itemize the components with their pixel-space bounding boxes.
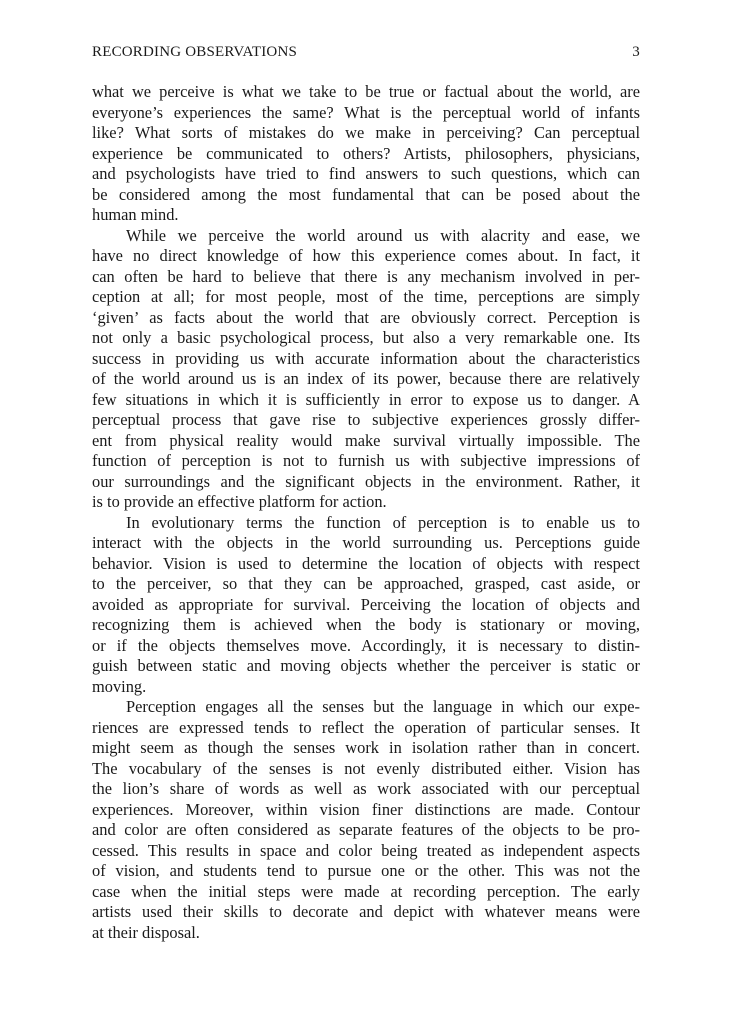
paragraph — [92, 697, 640, 943]
text-line: have no direct knowledge of how this experience comes about. In fact, it — [92, 246, 640, 265]
text-line: human mind. — [92, 205, 179, 224]
text-line: experience be communicated to others? Artists, philosophers, physicians, — [92, 143, 640, 163]
text-line: The vocabulary of the senses is not evenly distributed either. Vision has — [92, 758, 640, 778]
text-line: In evolutionary terms the function of perception is to enable us to — [126, 512, 640, 532]
text-line: case when the initial steps were made at recording perception. The early — [92, 881, 640, 901]
text-line: interact with the objects in the world surrounding us. Perceptions guide — [92, 533, 640, 552]
text-line: avoided as appropriate for survival. Perceiving the location of objects and — [92, 594, 640, 614]
text-line: success in providing us with accurate information about the characteristics — [92, 348, 640, 368]
text-line: not only a basic psychological process, but also a very remarkable one. Its — [92, 328, 640, 347]
text-line: be considered among the most fundamental that can be posed about the — [92, 184, 640, 204]
text-line: everyone’s experiences the same? What is the perceptual world of infants — [92, 102, 640, 122]
paragraph — [92, 226, 640, 513]
text-line: ception at all; for most people, most of the time, perceptions are simply — [92, 287, 640, 306]
text-line: ‘given’ as facts about the world that are obviously correct. Perception is — [92, 307, 640, 327]
text-line: moving. — [92, 676, 147, 696]
text-line: to the perceiver, so that they can be approached, grasped, cast aside, or — [92, 574, 640, 593]
text-line: of the world around us is an index of its power, because there are relatively — [92, 369, 640, 388]
paragraph — [92, 513, 640, 698]
text-line: our surroundings and the significant objects in the environment. Rather, it — [92, 471, 640, 491]
text-line: can often be hard to believe that there is any mechanism involved in per- — [92, 266, 640, 286]
text-line: the lion’s share of words as well as work associated with our perceptual — [92, 779, 640, 798]
text-line: function of perception is not to furnish us with subjective impressions of — [92, 451, 640, 470]
text-line: what we perceive is what we take to be true or factual about the world, are — [92, 82, 640, 101]
text-line: and psychologists have tried to find answers to such questions, which can — [92, 164, 640, 183]
text-line: behavior. Vision is used to determine the location of objects with respect — [92, 553, 640, 573]
page-number: 3 — [632, 44, 640, 60]
text-line: few situations in which it is sufficiently in error to expose us to danger. A — [92, 389, 640, 409]
text-line: or if the objects themselves move. Accordingly, it is necessary to distin- — [92, 635, 640, 655]
text-line: guish between static and moving objects whether the perceiver is static or — [92, 656, 640, 675]
text-line: and color are often considered as separate features of the objects to be pro- — [92, 820, 640, 839]
running-header — [92, 44, 640, 66]
body-text — [92, 82, 640, 943]
text-line: While we perceive the world around us with alacrity and ease, we — [126, 225, 640, 245]
text-line: ent from physical reality would make survival virtually impossible. The — [92, 430, 640, 450]
text-line: riences are expressed tends to reflect the operation of particular senses. It — [92, 717, 640, 737]
text-line: is to provide an effective platform for action. — [92, 492, 387, 511]
text-line: like? What sorts of mistakes do we make in perceiving? Can perceptual — [92, 123, 640, 142]
text-line: at their disposal. — [92, 922, 200, 942]
text-line: perceptual process that gave rise to subjective experiences grossly differ- — [92, 410, 640, 429]
text-line: Perception engages all the senses but the language in which our expe- — [126, 697, 640, 716]
text-line: recognizing them is achieved when the body is stationary or moving, — [92, 615, 640, 634]
text-line: might seem as though the senses work in isolation rather than in concert. — [92, 738, 640, 757]
paragraph — [92, 82, 640, 226]
text-line: of vision, and students tend to pursue one or the other. This was not the — [92, 861, 640, 880]
text-line: artists used their skills to decorate and depict with whatever means were — [92, 902, 640, 921]
running-title: RECORDING OBSERVATIONS — [92, 44, 298, 60]
text-line: cessed. This results in space and color being treated as independent aspects — [92, 840, 640, 860]
text-line: experiences. Moreover, within vision finer distinctions are made. Contour — [92, 799, 640, 819]
